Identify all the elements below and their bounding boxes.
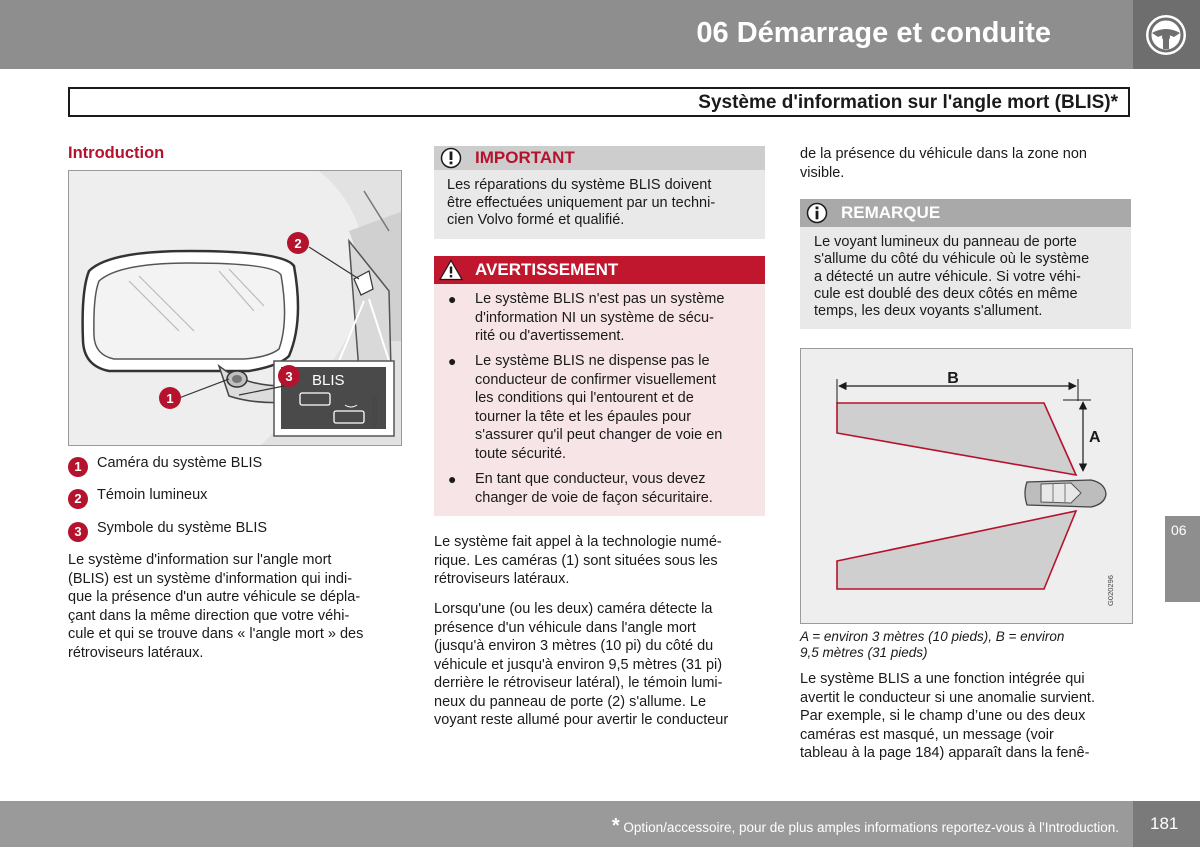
callout-3: 3 <box>285 369 293 384</box>
text-line: visible. <box>800 164 845 181</box>
text-line: (BLIS) est un système d'information qui indi- <box>68 570 353 587</box>
text-line: cien Volvo formé et qualifié. <box>447 212 625 228</box>
detection-paragraph <box>434 600 728 730</box>
text-line: Les réparations du système BLIS doivent <box>447 177 712 193</box>
page-number-box <box>1133 801 1200 847</box>
introduction-heading: Introduction <box>68 144 165 162</box>
legend-item <box>68 454 398 476</box>
text-line: s'assurer qu'il peut changer de voie en <box>475 427 723 443</box>
page-number: 181 <box>1150 814 1179 833</box>
text-line: çant dans la même direction que votre véhi- <box>68 607 350 624</box>
remark-label: REMARQUE <box>841 203 941 222</box>
text-line: véhicule et jusqu'à environ 9,5 mètres (31 pi) <box>434 656 723 673</box>
text-line: s'allume du côté du véhicule où le système <box>814 251 1090 268</box>
text-line: cule est doublé des deux côtés en même <box>814 285 1078 302</box>
text-line: être effectuées uniquement par un techni- <box>447 194 716 211</box>
important-label: IMPORTANT <box>475 148 575 167</box>
text-line: d'information NI un système de sécu- <box>475 309 714 326</box>
dimension-b-label: B <box>947 370 959 387</box>
text-line: tableau à la page 184) apparaît dans la fenê- <box>800 745 1090 761</box>
warning-item <box>475 470 713 507</box>
text-line: voyant reste allumé pour avertir le conducteur <box>434 712 729 728</box>
footnote <box>612 815 1119 838</box>
continuation-paragraph <box>800 145 1087 182</box>
remark-header <box>800 199 1131 227</box>
bullet: ● <box>448 353 457 369</box>
warning-item <box>475 352 722 463</box>
callout-2: 2 <box>294 236 302 251</box>
text-line: rique. Les caméras (1) sont situées sous les <box>434 552 718 569</box>
text-line: caméras est masqué, un message (voir <box>800 726 1054 743</box>
dimension-a-label: A <box>1089 429 1101 446</box>
fault-paragraph <box>800 670 1095 763</box>
legend-item <box>68 519 398 541</box>
important-header <box>434 146 765 170</box>
bullet: ● <box>448 291 457 307</box>
text-line: Par exemple, si le champ d’une ou des deux <box>800 708 1086 724</box>
steering-wheel-icon <box>1144 13 1188 57</box>
text-line: temps, les deux voyants s'allument. <box>814 303 1043 320</box>
side-tab-label: 06 <box>1171 522 1187 538</box>
figure-code: G020296 <box>1105 575 1115 606</box>
legend-text: Caméra du système BLIS <box>97 455 263 471</box>
text-line: 9,5 mètres (31 pieds) <box>800 645 928 660</box>
bullet: ● <box>448 471 457 487</box>
section-title: Système d'information sur l'angle mort (BLIS)* <box>698 92 1118 113</box>
text-line: neux du panneau de porte (2) s'allume. Le <box>434 693 707 710</box>
warning-box <box>434 256 765 516</box>
text-line: conducteur de confirmer visuellement <box>475 371 716 388</box>
info-icon <box>806 202 828 224</box>
text-line: rétroviseurs latéraux. <box>68 644 204 661</box>
text-line: Le système BLIS a une fonction intégrée qui <box>800 671 1085 687</box>
text-line: Le système fait appel à la technologie numé- <box>434 534 722 550</box>
text-line: changer de voie de façon sécuritaire. <box>475 489 713 506</box>
warning-header <box>434 256 765 284</box>
warning-triangle-icon <box>439 259 463 281</box>
important-box <box>434 146 765 239</box>
text-line: a détecté un autre véhicule. Si votre véhi- <box>814 268 1081 285</box>
remark-text <box>814 234 1089 320</box>
text-line: tourner la tête et les épaules pour <box>475 408 692 425</box>
legend-number: 3 <box>68 522 88 542</box>
text-line: rité ou d'avertissement. <box>475 328 625 344</box>
warning-label: AVERTISSEMENT <box>475 260 619 279</box>
text-line: les conditions qui l'entourent et de <box>475 390 694 406</box>
text-line: de la présence du véhicule dans la zone non <box>800 146 1087 162</box>
text-line: toute sécurité. <box>475 445 567 462</box>
text-line: que la présence d'un autre véhicule se dépla- <box>68 589 361 605</box>
callout-1: 1 <box>166 391 174 406</box>
chapter-title: 06 Démarrage et conduite <box>696 17 1051 49</box>
text-line: Lorsqu'une (ou les deux) caméra détecte la <box>434 601 713 617</box>
remark-box <box>800 199 1131 329</box>
footnote-text: Option/accessoire, pour de plus amples informations reportez-vous à l'Introduction. <box>619 820 1119 835</box>
text-line: Le système BLIS ne dispense pas le <box>475 353 710 369</box>
figure-caption <box>800 629 1064 661</box>
legend-text: Symbole du système BLIS <box>97 520 268 536</box>
legend-number: 2 <box>68 489 88 509</box>
figure-code: G020295 <box>369 395 379 426</box>
text-line: En tant que conducteur, vous devez <box>475 471 706 487</box>
text-line: rétroviseurs latéraux. <box>434 571 570 587</box>
technology-paragraph <box>434 533 722 589</box>
blis-mirror-illustration <box>68 170 402 446</box>
blind-spot-zone-diagram <box>800 348 1133 624</box>
chapter-side-tab <box>1165 516 1200 602</box>
text-line: présence d'un véhicule dans l'angle mort <box>434 619 696 636</box>
footnote-star: * <box>611 815 620 837</box>
legend-number: 1 <box>68 457 88 477</box>
text-line: Le système d'information sur l'angle mort <box>68 552 332 568</box>
blis-symbol-text: BLIS <box>312 372 345 389</box>
footer <box>0 801 1133 847</box>
warning-item <box>475 290 724 346</box>
text-line: A = environ 3 mètres (10 pieds), B = environ <box>800 629 1065 644</box>
text-line: derrière le rétroviseur latéral), le témoin lumi- <box>434 675 723 691</box>
section-title-box <box>68 87 1130 117</box>
text-line: Le voyant lumineux du panneau de porte <box>814 234 1077 250</box>
text-line: Le système BLIS n'est pas un système <box>475 291 725 307</box>
text-line: cule et qui se trouve dans « l'angle mort » des <box>68 626 364 642</box>
chapter-icon-box <box>1133 0 1200 69</box>
exclamation-icon <box>440 147 462 169</box>
legend-item <box>68 486 398 508</box>
chapter-header <box>0 0 1133 69</box>
text-line: avertit le conducteur si une anomalie survient. <box>800 689 1095 706</box>
legend-text: Témoin lumineux <box>97 487 208 503</box>
important-text <box>447 177 715 230</box>
text-line: (jusqu'à environ 3 mètres (10 pi) du côté du <box>434 638 714 654</box>
introduction-paragraph <box>68 551 363 662</box>
